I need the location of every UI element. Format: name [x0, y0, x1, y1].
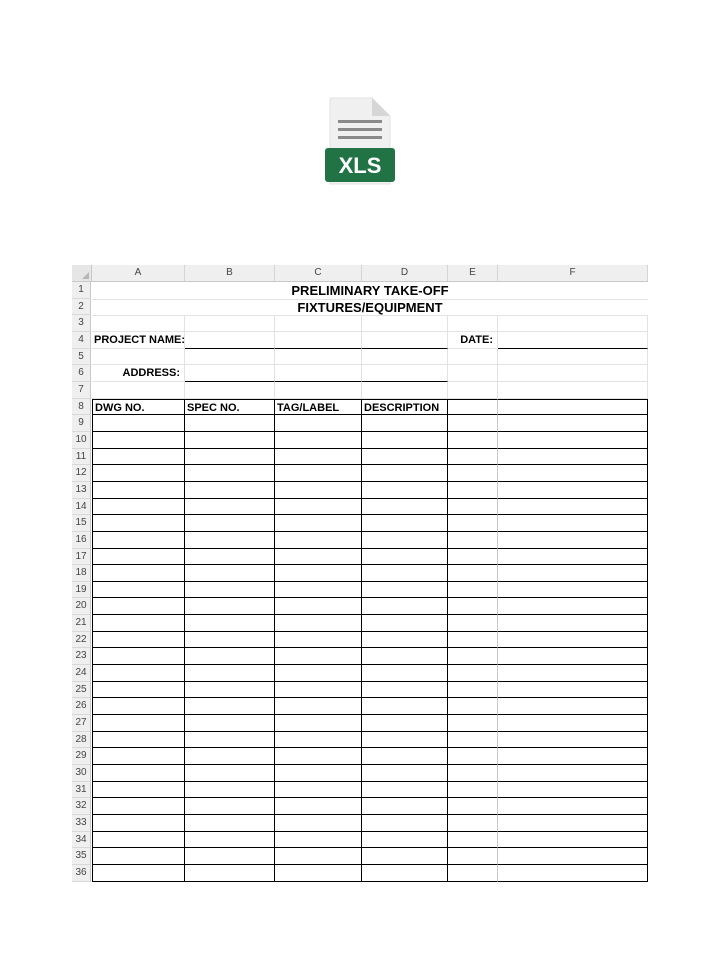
cell[interactable]: [498, 615, 648, 632]
cell[interactable]: [275, 349, 362, 366]
cell[interactable]: [275, 715, 362, 732]
row-header[interactable]: 16: [72, 532, 91, 549]
sheet-row: [72, 399, 648, 416]
cell[interactable]: [362, 432, 448, 449]
cell[interactable]: [362, 582, 448, 599]
cell[interactable]: [275, 765, 362, 782]
sheet-row: [72, 415, 648, 432]
cell[interactable]: [498, 832, 648, 849]
column-header-e[interactable]: E: [448, 265, 498, 281]
column-header-b[interactable]: B: [185, 265, 275, 281]
date-field[interactable]: [498, 332, 648, 349]
sheet-row: [72, 782, 648, 799]
cell[interactable]: [185, 865, 275, 882]
cell[interactable]: [92, 815, 185, 832]
sheet-row: [72, 765, 648, 782]
cell[interactable]: [498, 865, 648, 882]
cell[interactable]: [275, 732, 362, 749]
cell[interactable]: [185, 798, 275, 815]
cell[interactable]: [92, 698, 185, 715]
column-header-d[interactable]: D: [362, 265, 448, 281]
row-header[interactable]: 36: [72, 865, 91, 882]
row-header[interactable]: 27: [72, 715, 91, 732]
cell[interactable]: [92, 865, 185, 882]
row-header[interactable]: 11: [72, 449, 91, 466]
cell[interactable]: [448, 515, 498, 532]
row-header[interactable]: 2: [72, 299, 91, 316]
cell[interactable]: [498, 598, 648, 615]
cell[interactable]: [92, 782, 185, 799]
sheet-row: [72, 798, 648, 815]
cell[interactable]: [448, 482, 498, 499]
cell[interactable]: [498, 549, 648, 566]
cell[interactable]: [498, 532, 648, 549]
row-header[interactable]: 13: [72, 482, 91, 499]
cell[interactable]: [448, 582, 498, 599]
cell[interactable]: [362, 715, 448, 732]
cell[interactable]: [448, 632, 498, 649]
column-header-a[interactable]: A: [92, 265, 185, 281]
cell[interactable]: [448, 532, 498, 549]
row-header[interactable]: 33: [72, 815, 91, 832]
row-header[interactable]: 30: [72, 765, 91, 782]
cell[interactable]: [498, 349, 648, 366]
project-name-field[interactable]: [275, 332, 362, 349]
sheet-row: [72, 698, 648, 715]
sheet-row: [72, 715, 648, 732]
cell[interactable]: [92, 432, 185, 449]
cell[interactable]: [92, 832, 185, 849]
row-header[interactable]: 17: [72, 549, 91, 566]
cell[interactable]: [448, 499, 498, 516]
cell[interactable]: [362, 765, 448, 782]
cell[interactable]: [498, 798, 648, 815]
address-field[interactable]: [275, 365, 362, 382]
sheet-row: [72, 499, 648, 516]
row-header[interactable]: 1: [72, 282, 91, 299]
cell[interactable]: [448, 449, 498, 466]
cell[interactable]: [362, 648, 448, 665]
cell[interactable]: [498, 399, 648, 416]
cell[interactable]: [275, 482, 362, 499]
cell[interactable]: [185, 832, 275, 849]
cell[interactable]: [185, 815, 275, 832]
cell[interactable]: [498, 382, 648, 399]
cell[interactable]: [498, 715, 648, 732]
row-header[interactable]: 7: [72, 382, 91, 399]
cell[interactable]: [92, 615, 185, 632]
sheet-row: [72, 748, 648, 765]
spreadsheet: [72, 265, 648, 882]
cell[interactable]: [185, 848, 275, 865]
cell[interactable]: [448, 765, 498, 782]
cell[interactable]: [275, 549, 362, 566]
row-header[interactable]: 4: [72, 332, 91, 349]
sheet-row: [72, 582, 648, 599]
row-header[interactable]: 10: [72, 432, 91, 449]
sheet-row: [72, 632, 648, 649]
row-header[interactable]: 19: [72, 582, 91, 599]
sheet-row: [72, 832, 648, 849]
cell[interactable]: [448, 665, 498, 682]
sheet-row: [72, 549, 648, 566]
cell[interactable]: [185, 598, 275, 615]
cell[interactable]: [185, 449, 275, 466]
cell[interactable]: [185, 432, 275, 449]
cell[interactable]: [362, 782, 448, 799]
sheet-row: [72, 615, 648, 632]
cell[interactable]: [275, 665, 362, 682]
cell[interactable]: [275, 515, 362, 532]
row-header[interactable]: 20: [72, 598, 91, 615]
sheet-row: [72, 815, 648, 832]
cell[interactable]: [362, 848, 448, 865]
row-header[interactable]: 35: [72, 848, 91, 865]
cell[interactable]: [275, 465, 362, 482]
cell[interactable]: [185, 615, 275, 632]
cell[interactable]: [362, 565, 448, 582]
cell[interactable]: [362, 515, 448, 532]
cell[interactable]: [185, 515, 275, 532]
sheet-row: [72, 565, 648, 582]
xls-file-icon: [324, 96, 396, 188]
sheet-rows: [72, 282, 648, 882]
cell[interactable]: [275, 865, 362, 882]
cell[interactable]: [275, 532, 362, 549]
project-name-field[interactable]: [185, 332, 275, 349]
cell[interactable]: [362, 798, 448, 815]
cell[interactable]: [498, 632, 648, 649]
cell[interactable]: [92, 765, 185, 782]
cell[interactable]: [362, 415, 448, 432]
form-title[interactable]: PRELIMINARY TAKE-OFF: [92, 282, 648, 300]
cell[interactable]: [92, 632, 185, 649]
cell[interactable]: [362, 449, 448, 466]
address-label: ADDRESS:: [92, 365, 185, 382]
cell[interactable]: [275, 698, 362, 715]
form-subtitle[interactable]: FIXTURES/EQUIPMENT: [92, 299, 648, 317]
cell[interactable]: [92, 382, 185, 399]
project-name-field[interactable]: [362, 332, 448, 349]
row-header[interactable]: 5: [72, 349, 91, 366]
row-header[interactable]: 21: [72, 615, 91, 632]
cell[interactable]: [448, 365, 498, 382]
column-header-c[interactable]: C: [275, 265, 362, 281]
cell[interactable]: [92, 515, 185, 532]
cell[interactable]: [498, 698, 648, 715]
cell[interactable]: [362, 382, 448, 399]
cell[interactable]: [185, 715, 275, 732]
cell[interactable]: [92, 748, 185, 765]
row-header[interactable]: 6: [72, 365, 91, 382]
cell[interactable]: [275, 499, 362, 516]
cell[interactable]: [498, 415, 648, 432]
cell[interactable]: [448, 815, 498, 832]
cell[interactable]: [185, 782, 275, 799]
sheet-row: [72, 365, 648, 382]
cell[interactable]: [448, 782, 498, 799]
row-header[interactable]: 28: [72, 732, 91, 749]
cell[interactable]: [448, 432, 498, 449]
cell[interactable]: [362, 665, 448, 682]
cell[interactable]: [448, 715, 498, 732]
cell[interactable]: [362, 632, 448, 649]
cell[interactable]: [275, 782, 362, 799]
cell[interactable]: [448, 848, 498, 865]
cell[interactable]: [92, 499, 185, 516]
cell[interactable]: [92, 665, 185, 682]
xls-badge-label: XLS: [338, 153, 382, 178]
cell[interactable]: [92, 465, 185, 482]
cell[interactable]: [498, 465, 648, 482]
sheet-row: [72, 465, 648, 482]
cell[interactable]: [92, 549, 185, 566]
row-header[interactable]: 3: [72, 315, 91, 332]
cell[interactable]: [185, 565, 275, 582]
cell[interactable]: [448, 865, 498, 882]
cell[interactable]: [275, 648, 362, 665]
sheet-row: [72, 732, 648, 749]
cell[interactable]: [185, 682, 275, 699]
cell[interactable]: [498, 732, 648, 749]
cell[interactable]: [92, 598, 185, 615]
cell[interactable]: [275, 449, 362, 466]
cell[interactable]: [185, 748, 275, 765]
cell[interactable]: [92, 415, 185, 432]
row-header[interactable]: 31: [72, 782, 91, 799]
cell[interactable]: [362, 499, 448, 516]
sheet-row: [72, 482, 648, 499]
cell[interactable]: [448, 598, 498, 615]
cell[interactable]: [92, 532, 185, 549]
row-header[interactable]: 26: [72, 698, 91, 715]
cell[interactable]: [275, 565, 362, 582]
cell[interactable]: [275, 798, 362, 815]
project-name-label: PROJECT NAME:: [92, 332, 185, 349]
cell[interactable]: [92, 682, 185, 699]
cell[interactable]: [448, 549, 498, 566]
address-field[interactable]: [362, 365, 448, 382]
cell[interactable]: [498, 565, 648, 582]
cell[interactable]: [185, 415, 275, 432]
table-header-cell: TAG/LABEL: [275, 399, 362, 416]
row-header[interactable]: 32: [72, 798, 91, 815]
row-header[interactable]: 14: [72, 499, 91, 516]
sheet-row: [72, 432, 648, 449]
cell[interactable]: [362, 748, 448, 765]
cell[interactable]: [92, 848, 185, 865]
cell[interactable]: [275, 848, 362, 865]
cell[interactable]: [92, 732, 185, 749]
row-header[interactable]: 8: [72, 399, 91, 416]
sheet-row: [72, 848, 648, 865]
cell[interactable]: [362, 682, 448, 699]
row-header[interactable]: 23: [72, 648, 91, 665]
cell[interactable]: [498, 515, 648, 532]
cell[interactable]: [275, 682, 362, 699]
cell[interactable]: [92, 315, 185, 332]
cell[interactable]: [185, 349, 275, 366]
cell[interactable]: [498, 682, 648, 699]
cell[interactable]: [448, 732, 498, 749]
cell[interactable]: [498, 665, 648, 682]
sheet-row: [72, 382, 648, 399]
cell[interactable]: [185, 648, 275, 665]
cell[interactable]: [275, 432, 362, 449]
cell[interactable]: [275, 382, 362, 399]
cell[interactable]: [448, 748, 498, 765]
table-header-cell: DESCRIPTION: [362, 399, 448, 416]
cell[interactable]: [498, 782, 648, 799]
sheet-row: [72, 515, 648, 532]
cell[interactable]: [362, 865, 448, 882]
cell[interactable]: [498, 748, 648, 765]
cell[interactable]: [92, 565, 185, 582]
cell[interactable]: [92, 349, 185, 366]
cell[interactable]: [448, 415, 498, 432]
cell[interactable]: [448, 465, 498, 482]
cell[interactable]: [362, 315, 448, 332]
cell[interactable]: [275, 415, 362, 432]
sheet-row: [72, 349, 648, 366]
column-header-f[interactable]: F: [498, 265, 648, 281]
cell[interactable]: [275, 315, 362, 332]
cell[interactable]: [92, 798, 185, 815]
cell[interactable]: [92, 582, 185, 599]
cell[interactable]: [362, 598, 448, 615]
cell[interactable]: [448, 832, 498, 849]
cell[interactable]: [362, 698, 448, 715]
date-label: DATE:: [448, 332, 498, 349]
cell[interactable]: [92, 715, 185, 732]
cell[interactable]: [362, 815, 448, 832]
cell[interactable]: [275, 815, 362, 832]
cell[interactable]: [498, 765, 648, 782]
table-header-cell: SPEC NO.: [185, 399, 275, 416]
sheet-row: [72, 315, 648, 332]
row-header[interactable]: 29: [72, 748, 91, 765]
cell[interactable]: [185, 665, 275, 682]
cell[interactable]: [275, 632, 362, 649]
cell[interactable]: [362, 482, 448, 499]
cell[interactable]: [275, 598, 362, 615]
cell[interactable]: [448, 315, 498, 332]
cell[interactable]: [185, 532, 275, 549]
cell[interactable]: [498, 648, 648, 665]
address-field[interactable]: [185, 365, 275, 382]
cell[interactable]: [448, 798, 498, 815]
cell[interactable]: [185, 549, 275, 566]
cell[interactable]: [498, 365, 648, 382]
row-header[interactable]: 25: [72, 682, 91, 699]
sheet-row: [72, 598, 648, 615]
cell[interactable]: [498, 815, 648, 832]
cell[interactable]: [448, 648, 498, 665]
sheet-row: [72, 449, 648, 466]
cell[interactable]: [448, 382, 498, 399]
cell[interactable]: [275, 832, 362, 849]
row-header[interactable]: 15: [72, 515, 91, 532]
cell[interactable]: [185, 632, 275, 649]
cell[interactable]: [448, 682, 498, 699]
cell[interactable]: [362, 615, 448, 632]
cell[interactable]: [92, 648, 185, 665]
cell[interactable]: [275, 748, 362, 765]
cell[interactable]: [92, 482, 185, 499]
sheet-row: [72, 865, 648, 882]
cell[interactable]: [362, 732, 448, 749]
cell[interactable]: [448, 349, 498, 366]
sheet-row: [72, 682, 648, 699]
sheet-row: [72, 299, 648, 316]
table-header-cell: DWG NO.: [92, 399, 185, 416]
cell[interactable]: [185, 765, 275, 782]
sheet-row: [72, 532, 648, 549]
cell[interactable]: [498, 848, 648, 865]
select-all-corner[interactable]: [72, 265, 92, 281]
sheet-row: [72, 332, 648, 349]
cell[interactable]: [362, 465, 448, 482]
row-header[interactable]: 12: [72, 465, 91, 482]
row-header[interactable]: 9: [72, 415, 91, 432]
column-header-bar: [72, 265, 648, 282]
row-header[interactable]: 22: [72, 632, 91, 649]
cell[interactable]: [362, 532, 448, 549]
cell[interactable]: [448, 698, 498, 715]
cell[interactable]: [275, 582, 362, 599]
cell[interactable]: [185, 499, 275, 516]
cell[interactable]: [498, 482, 648, 499]
cell[interactable]: [498, 432, 648, 449]
cell[interactable]: [362, 349, 448, 366]
cell[interactable]: [448, 565, 498, 582]
cell[interactable]: [498, 449, 648, 466]
cell[interactable]: [92, 449, 185, 466]
cell[interactable]: [362, 832, 448, 849]
row-header[interactable]: 34: [72, 832, 91, 849]
cell[interactable]: [498, 499, 648, 516]
cell[interactable]: [185, 582, 275, 599]
sheet-row: [72, 282, 648, 299]
cell[interactable]: [185, 732, 275, 749]
cell[interactable]: [448, 615, 498, 632]
cell[interactable]: [275, 615, 362, 632]
cell[interactable]: [185, 382, 275, 399]
cell[interactable]: [498, 315, 648, 332]
cell[interactable]: [362, 549, 448, 566]
cell[interactable]: [498, 582, 648, 599]
row-header[interactable]: 18: [72, 565, 91, 582]
cell[interactable]: [185, 698, 275, 715]
sheet-row: [72, 665, 648, 682]
row-header[interactable]: 24: [72, 665, 91, 682]
cell[interactable]: [185, 465, 275, 482]
cell[interactable]: [185, 482, 275, 499]
sheet-row: [72, 648, 648, 665]
cell[interactable]: [185, 315, 275, 332]
cell[interactable]: [448, 399, 498, 416]
